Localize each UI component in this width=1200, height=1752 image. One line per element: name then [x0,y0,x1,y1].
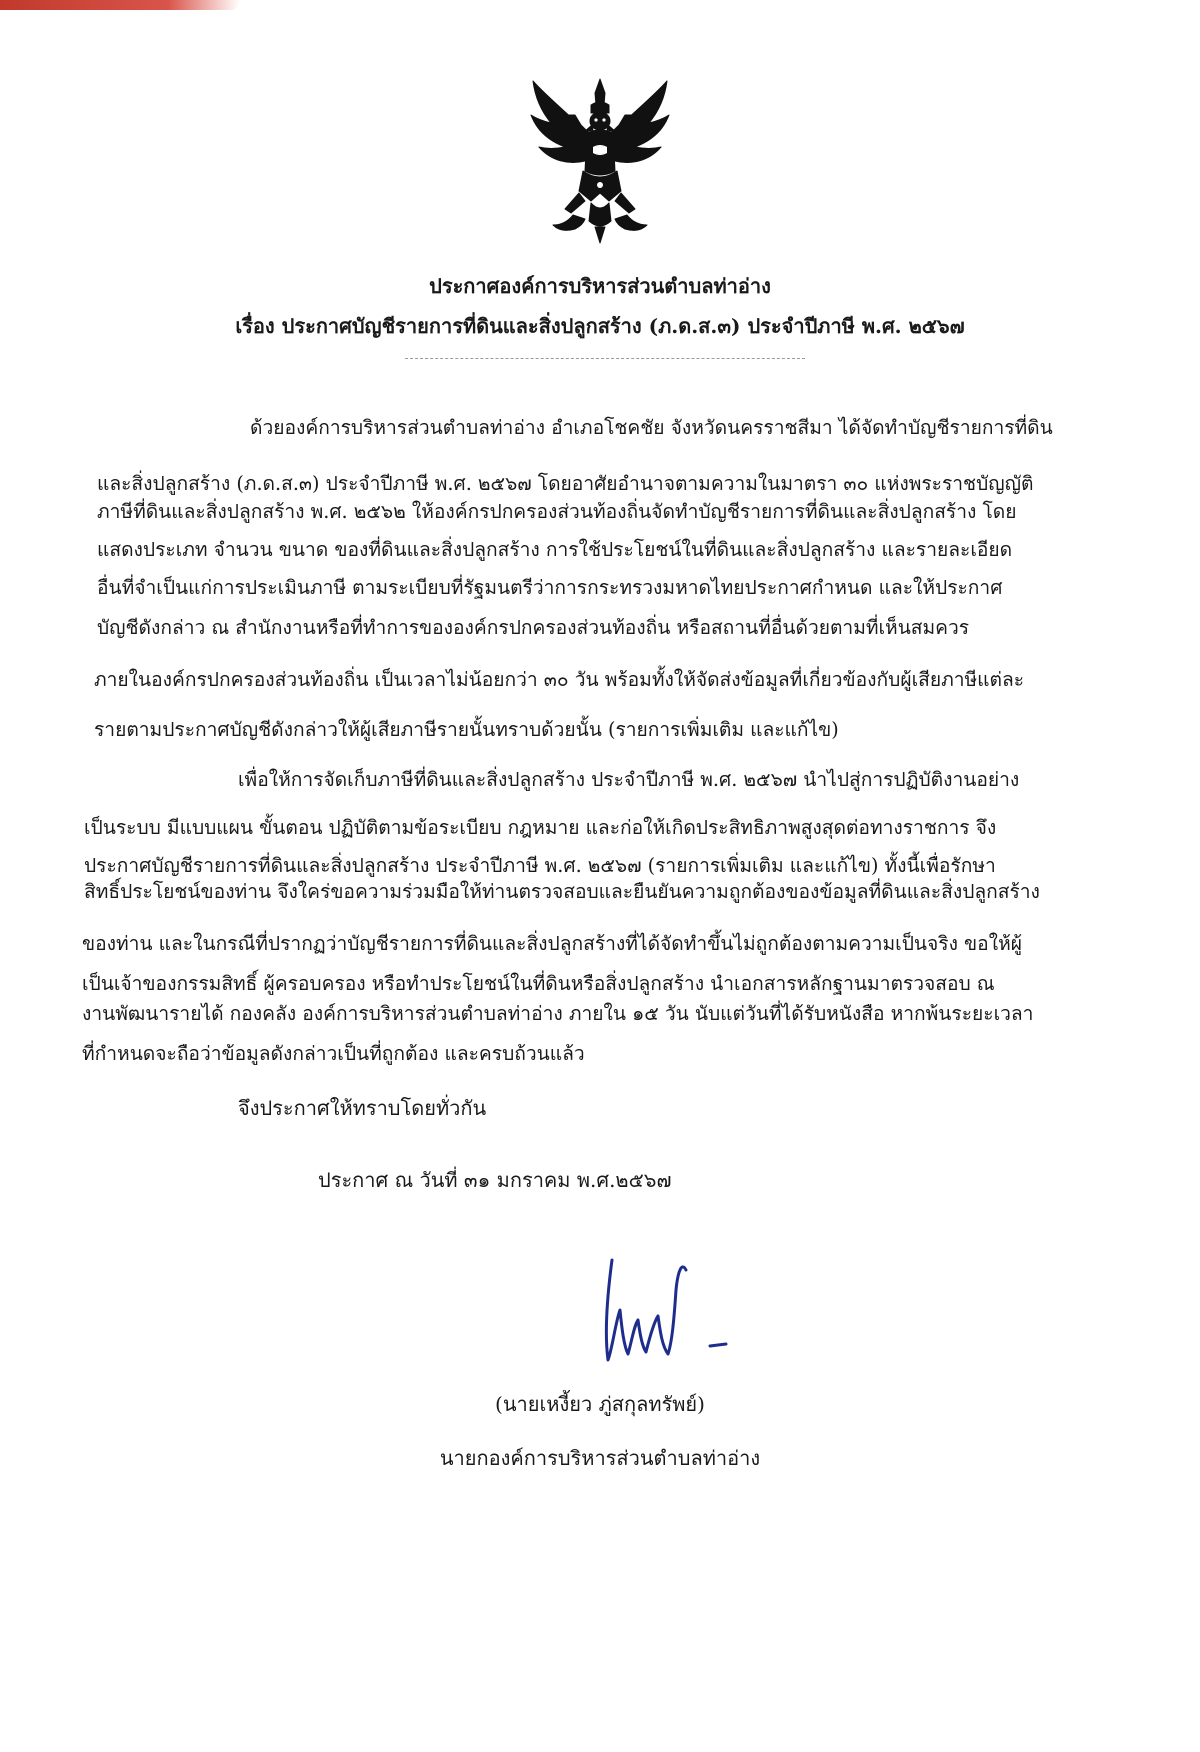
heading-divider [405,358,805,359]
paragraph-line: สิทธิ์ประโยชน์ของท่าน จึงใคร่ขอความร่วมมือให้ท่านตรวจสอบและยืนยันความถูกต้องของข้อมูลที่ดินและสิ่งปลูกสร้าง [84,880,1040,903]
paragraph-line: ของท่าน และในกรณีที่ปรากฏว่าบัญชีรายการที่ดินและสิ่งปลูกสร้างที่ได้จัดทำขึ้นไม่ถูกต้องตามความเป็นจริง ขอให้ผู้ [82,932,1022,955]
paragraph-line: และสิ่งปลูกสร้าง (ภ.ด.ส.๓) ประจำปีภาษี พ.ศ. ๒๕๖๗ โดยอาศัยอำนาจตามความในมาตรา ๓๐ แห่งพระราชบัญญัติ [97,472,1034,495]
announcement-subject: เรื่อง ประกาศบัญชีรายการที่ดินและสิ่งปลูกสร้าง (ภ.ด.ส.๓) ประจำปีภาษี พ.ศ. ๒๕๖๗ [235,314,965,338]
garuda-emblem [525,75,675,245]
corner-color-mark [0,0,240,10]
paragraph-line: ด้วยองค์การบริหารส่วนตำบลท่าอ่าง อำเภอโชคชัย จังหวัดนครราชสีมา ได้จัดทำบัญชีรายการที่ดิน [250,416,1053,439]
closing-statement: จึงประกาศให้ทราบโดยทั่วกัน [238,1096,487,1120]
paragraph-line: เพื่อให้การจัดเก็บภาษีที่ดินและสิ่งปลูกสร้าง ประจำปีภาษี พ.ศ. ๒๕๖๗ นำไปสู่การปฏิบัติงานอย่าง [238,768,1020,791]
paragraph-line: ประกาศบัญชีรายการที่ดินและสิ่งปลูกสร้าง ประจำปีภาษี พ.ศ. ๒๕๖๗ (รายการเพิ่มเติม และแก้ไข) ทั้งนี้เพื่อรักษา [84,854,996,877]
signer-name: (นายเหงี้ยว ภู่สกุลทรัพย์) [495,1392,705,1416]
paragraph-line: ภาษีที่ดินและสิ่งปลูกสร้าง พ.ศ. ๒๕๖๒ ให้องค์กรปกครองส่วนท้องถิ่นจัดทำบัญชีรายการที่ดินและสิ่งปลูกสร้าง โดย [97,500,1017,523]
announcement-title: ประกาศองค์การบริหารส่วนตำบลท่าอ่าง [429,274,771,298]
announcement-date: ประกาศ ณ วันที่ ๓๑ มกราคม พ.ศ.๒๕๖๗ [318,1168,672,1192]
paragraph-line: บัญชีดังกล่าว ณ สำนักงานหรือที่ทำการขององค์กรปกครองส่วนท้องถิ่น หรือสถานที่อื่นด้วยตามที่เห็นสมควร [97,616,970,639]
handwritten-signature [598,1250,738,1380]
paragraph-line: รายตามประกาศบัญชีดังกล่าวให้ผู้เสียภาษีรายนั้นทราบด้วยนั้น (รายการเพิ่มเติม และแก้ไข) [94,718,839,741]
paragraph-line: งานพัฒนารายได้ กองคลัง องค์การบริหารส่วนตำบลท่าอ่าง ภายใน ๑๕ วัน นับแต่วันที่ได้รับหนังสือ หากพ้นระยะเวลา [82,1002,1034,1025]
paragraph-line: อื่นที่จำเป็นแก่การประเมินภาษี ตามระเบียบที่รัฐมนตรีว่าการกระทรวงมหาดไทยประกาศกำหนด และให้ประกาศ [97,576,1003,599]
paragraph-line: ภายในองค์กรปกครองส่วนท้องถิ่น เป็นเวลาไม่น้อยกว่า ๓๐ วัน พร้อมทั้งให้จัดส่งข้อมูลที่เกี่ยวข้องกับผู้เสียภาษีแต่ละ [94,668,1025,691]
paragraph-line: เป็นเจ้าของกรรมสิทธิ์ ผู้ครอบครอง หรือทำประโยชน์ในที่ดินหรือสิ่งปลูกสร้าง นำเอกสารหลักฐานมาตรวจสอบ ณ [82,972,995,995]
paragraph-line: เป็นระบบ มีแบบแผน ขั้นตอน ปฏิบัติตามข้อระเบียบ กฎหมาย และก่อให้เกิดประสิทธิภาพสูงสุดต่อทางราชการ จึง [84,816,997,839]
paragraph-line: แสดงประเภท จำนวน ขนาด ของที่ดินและสิ่งปลูกสร้าง การใช้ประโยชน์ในที่ดินและสิ่งปลูกสร้าง และรายละเอียด [97,538,1013,561]
signer-position: นายกองค์การบริหารส่วนตำบลท่าอ่าง [439,1446,761,1470]
paragraph-line: ที่กำหนดจะถือว่าข้อมูลดังกล่าวเป็นที่ถูกต้อง และครบถ้วนแล้ว [82,1042,585,1065]
